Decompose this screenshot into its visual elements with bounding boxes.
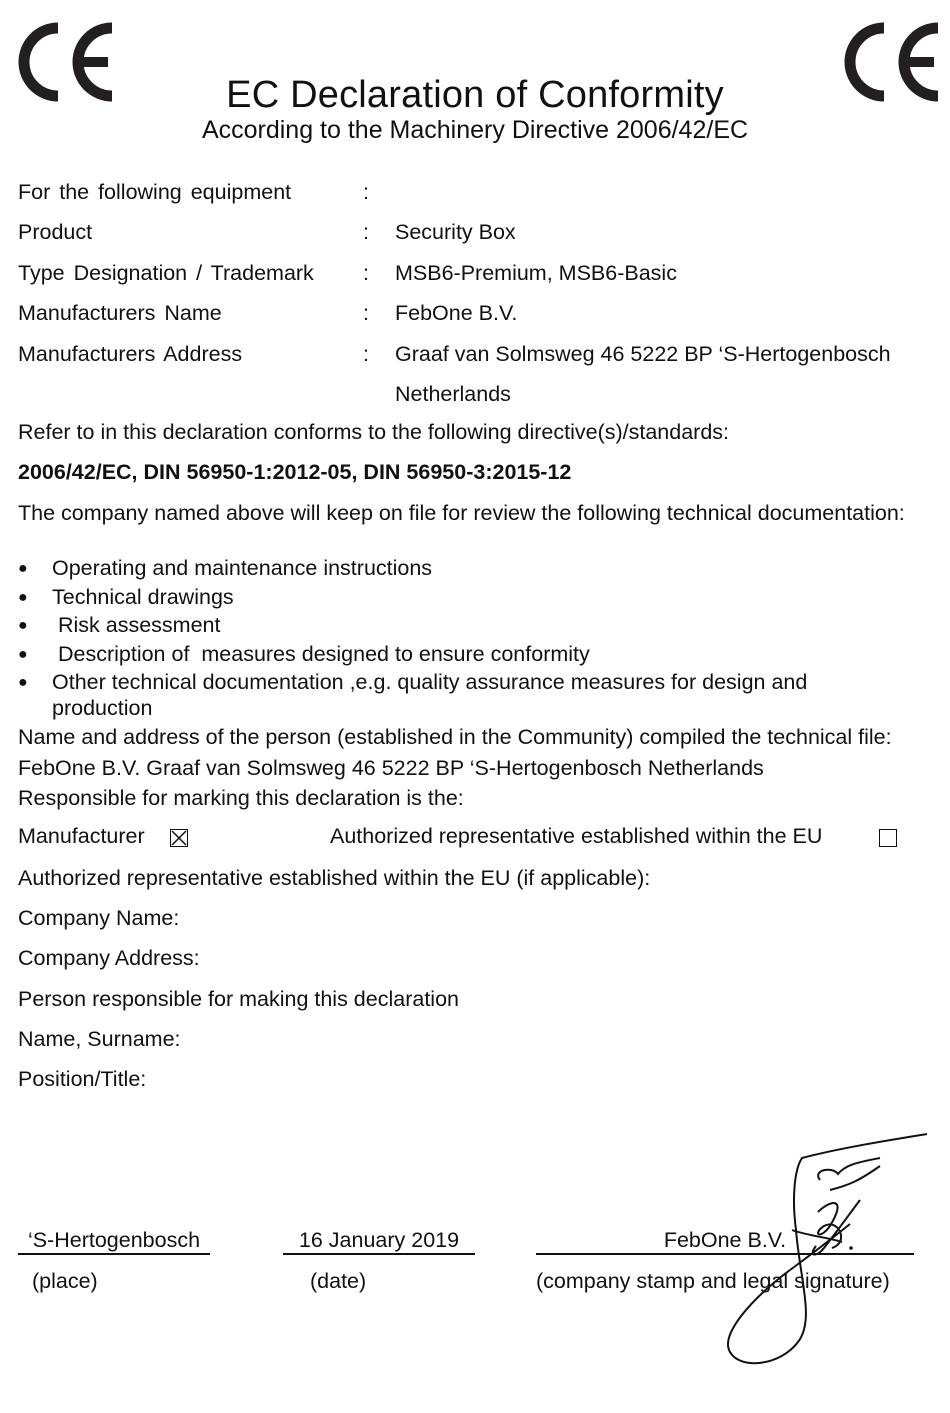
authorized-rep-heading: Authorized representative established within the EU (if applicable): [18, 866, 651, 890]
list-item [18, 555, 918, 584]
position-title-label: Position/Title: [18, 1067, 147, 1091]
field-label: Manufacturers Address [18, 341, 243, 366]
conforms-statement: Refer to in this declaration conforms to the following directive(s)/standards: [18, 420, 730, 444]
company-name-label: Company Name: [18, 906, 180, 930]
field-colon: : [363, 179, 369, 204]
field-colon: : [363, 341, 369, 366]
manufacturer-option-label: Manufacturer [18, 824, 145, 848]
technical-file-intro: The company named above will keep on file for review the following technical documentation: [18, 501, 905, 525]
field-colon: : [363, 220, 369, 245]
person-responsible-label: Person responsible for making this declaration [18, 987, 459, 1011]
compiled-by-statement: Name and address of the person (established in the Community) compiled the technical file: FebOne B.V. Graaf van Solmsweg 46 5222 BP ‘S-Hertogenbosch Netherlands [18, 725, 892, 780]
list-item [18, 584, 918, 613]
marking-options [18, 824, 928, 854]
field-label: Manufacturers Name [18, 301, 222, 326]
bullet-icon: ● [18, 617, 28, 634]
field-value: Security Box [395, 220, 516, 245]
place-value: ‘S-Hertogenbosch [27, 1228, 201, 1252]
field-value: FebOne B.V. [395, 301, 518, 326]
standards-list: 2006/42/EC, DIN 56950-1:2012-05, DIN 56950-3:2015-12 [18, 460, 572, 484]
document-subtitle: According to the Machinery Directive 2006/42/EC [201, 116, 749, 144]
list-item-text: Technical drawings [52, 584, 234, 609]
field-value: MSB6-Premium, MSB6-Basic [395, 260, 677, 285]
date-value: 16 January 2019 [298, 1228, 460, 1252]
company-address-label: Company Address: [18, 946, 200, 970]
manufacturer-checkbox[interactable] [170, 829, 188, 847]
field-row [18, 294, 938, 335]
responsible-marking-label: Responsible for marking this declaration is the: [18, 786, 464, 810]
field-label: Type Designation / Trademark [18, 260, 314, 285]
list-item [18, 669, 918, 721]
checked-cross-icon [171, 830, 187, 846]
field-value: Graaf van Solmsweg 46 5222 BP ‘S-Hertogenbosch [395, 341, 891, 366]
list-item-text: Description of measures designed to ensure conformity [52, 641, 590, 666]
field-row [18, 172, 938, 213]
place-caption: (place) [32, 1269, 98, 1293]
handwritten-signature [720, 1130, 935, 1375]
equipment-fields [18, 172, 938, 415]
list-item-text: Other technical documentation ,e.g. quality assurance measures for design and production [52, 670, 808, 720]
company-value: FebOne B.V. [663, 1228, 787, 1252]
field-colon: : [363, 301, 369, 326]
place-underline [18, 1253, 210, 1255]
field-colon: : [363, 260, 369, 285]
field-row [18, 375, 938, 416]
list-item-text: Risk assessment [52, 613, 221, 637]
list-item [18, 641, 918, 670]
field-row [18, 213, 938, 254]
bullet-icon: ● [18, 645, 28, 663]
bullet-icon: ● [18, 560, 28, 577]
field-row [18, 334, 938, 375]
list-item [18, 612, 918, 641]
authorized-rep-checkbox[interactable] [879, 829, 897, 847]
document-title: EC Declaration of Conformity [226, 74, 724, 116]
field-label: Product [18, 220, 93, 245]
signature-caption: (company stamp and legal signature) [536, 1269, 890, 1293]
bullet-icon: ● [18, 588, 28, 606]
date-underline [283, 1253, 475, 1255]
list-item-text: Operating and maintenance instructions [52, 556, 433, 580]
name-surname-label: Name, Surname: [18, 1027, 181, 1051]
bullet-icon: ● [18, 674, 28, 691]
field-value: Netherlands [395, 382, 511, 407]
authorized-rep-option-label: Authorized representative established within the EU [330, 824, 823, 848]
date-caption: (date) [310, 1269, 367, 1293]
field-row [18, 253, 938, 294]
documentation-list [18, 555, 918, 721]
field-label: For the following equipment [18, 179, 292, 204]
